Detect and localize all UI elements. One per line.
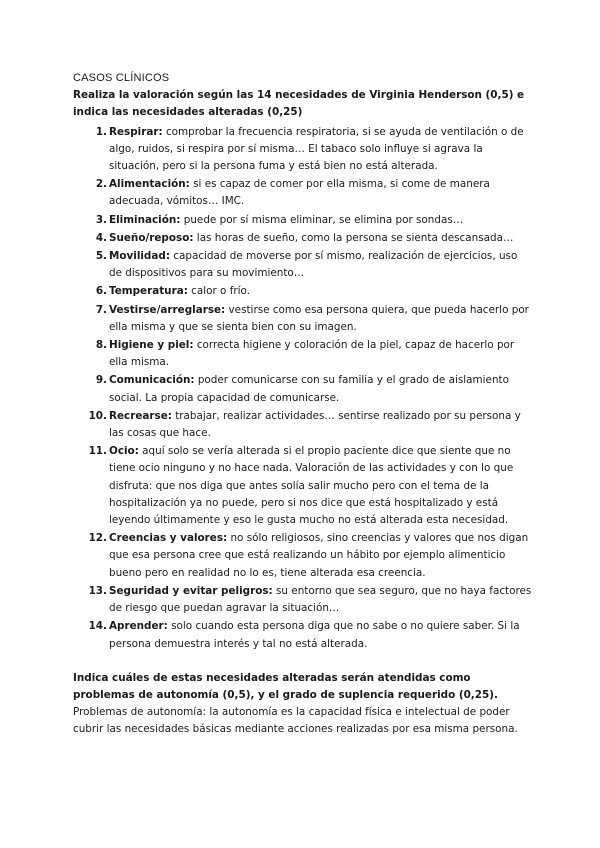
need-description: solo cuando esta persona diga que no sabe o no quiere saber. Si la persona demuestra interés y tal no está alterada. (109, 620, 520, 650)
need-number: 4. (95, 231, 107, 244)
document-title: CASOS CLÍNICOS (73, 72, 170, 84)
need-description: las horas de sueño, como la persona se sienta descansada… (193, 231, 514, 244)
need-item (95, 176, 533, 210)
need-item (95, 283, 533, 300)
need-number: 10. (88, 409, 107, 422)
need-description: calor o frío. (187, 285, 251, 298)
need-term: Eliminación: (109, 213, 181, 226)
need-number: 5. (95, 250, 107, 263)
need-item (88, 530, 533, 582)
question-1: Realiza la valoración según las 14 necesidades de Virginia Henderson (0,5) e indica las necesidades alteradas (0,25) (73, 89, 525, 119)
need-description: si es capaz de comer por ella misma, si come de manera adecuada, vómitos… IMC. (109, 178, 490, 208)
need-item (95, 302, 533, 336)
need-item (88, 618, 533, 652)
need-term: Aprender: (109, 620, 168, 633)
need-number: 12. (88, 532, 107, 545)
need-number: 1. (95, 125, 107, 138)
need-description: aquí solo se vería alterada si el propio paciente dice que siente que no tiene ocio ninguno y no hace nada. Valoración de las actividades y con lo que disfruta: que nos diga que antes solía salir mucho pero con el tema de la hospitalización ya no puede, pero si nos dice que está hospitalizado y está leyendo últimamente y eso le gusta mucho no está alterada esta necesidad. (109, 445, 514, 527)
need-term: Recrearse: (109, 409, 172, 422)
need-number: 2. (95, 178, 107, 191)
question-2: Indica cuáles de estas necesidades alteradas serán atendidas como problemas de autonomía (0,5), y el grado de suplencia requerido (0,25). (73, 671, 498, 701)
need-item (95, 124, 533, 176)
need-item (88, 408, 533, 442)
need-number: 7. (95, 303, 107, 316)
need-item (88, 583, 533, 617)
needs-list (73, 124, 533, 653)
need-term: Ocio: (109, 445, 139, 458)
need-number: 13. (88, 584, 107, 597)
need-description: trabajar, realizar actividades… sentirse realizado por su persona y las cosas que hace. (109, 409, 521, 440)
need-term: Sueño/reposo: (109, 231, 194, 244)
need-description: capacidad de moverse por sí mismo, realización de ejercicios, uso de dispositivos para su movimiento… (109, 250, 518, 280)
need-item (95, 212, 533, 229)
need-number: 8. (95, 339, 107, 352)
spacer (73, 654, 533, 670)
need-term: Temperatura: (109, 285, 188, 298)
need-description: comprobar la frecuencia respiratoria, si se ayuda de ventilación o de algo, ruidos, si respira por sí misma… El tabaco solo influye si agrava la situación, pero si la persona fuma y está bien no está alterada. (109, 125, 524, 173)
need-number: 9. (95, 374, 107, 387)
need-term: Higiene y piel: (109, 339, 194, 352)
need-term: Creencias y valores: (109, 532, 228, 545)
need-number: 11. (88, 445, 107, 458)
need-description: su entorno que sea seguro, que no haya factores de riesgo que puedan agravar la situación… (109, 584, 532, 615)
need-description: no sólo religiosos, sino creencias y valores que nos digan que esa persona cree que está realizando un hábito por ejemplo alimenticio bueno pero en realidad no lo es, tiene alterada esa creencia. (109, 532, 529, 579)
need-term: Seguridad y evitar peligros: (109, 584, 273, 597)
need-number: 14. (88, 620, 107, 633)
need-item (95, 248, 533, 282)
document-page (73, 70, 533, 739)
need-description: puede por sí misma eliminar, se elimina por sondas… (180, 213, 464, 226)
need-description: correcta higiene y coloración de la piel, capaz de hacerlo por ella misma. (109, 339, 515, 369)
need-term: Vestirse/arreglarse: (109, 303, 226, 316)
answer-2: Problemas de autonomía: la autonomía es la capacidad física e intelectual de poder cubrir las necesidades básicas mediante acciones realizadas por esa misma persona. (73, 706, 518, 736)
need-number: 3. (95, 213, 107, 226)
need-item (95, 372, 533, 406)
need-term: Comunicación: (109, 374, 195, 387)
need-item (88, 443, 533, 529)
need-term: Alimentación: (109, 178, 190, 191)
need-number: 6. (95, 285, 107, 298)
need-term: Respirar: (109, 125, 163, 138)
need-item (95, 337, 533, 371)
need-item (95, 230, 533, 247)
need-description: poder comunicarse con su familia y el grado de aislamiento social. La propia capacidad de comunicarse. (109, 374, 509, 404)
need-term: Movilidad: (109, 250, 170, 263)
need-description: vestirse como esa persona quiera, que pueda hacerlo por ella misma y que se sienta bien con su imagen. (109, 303, 529, 333)
